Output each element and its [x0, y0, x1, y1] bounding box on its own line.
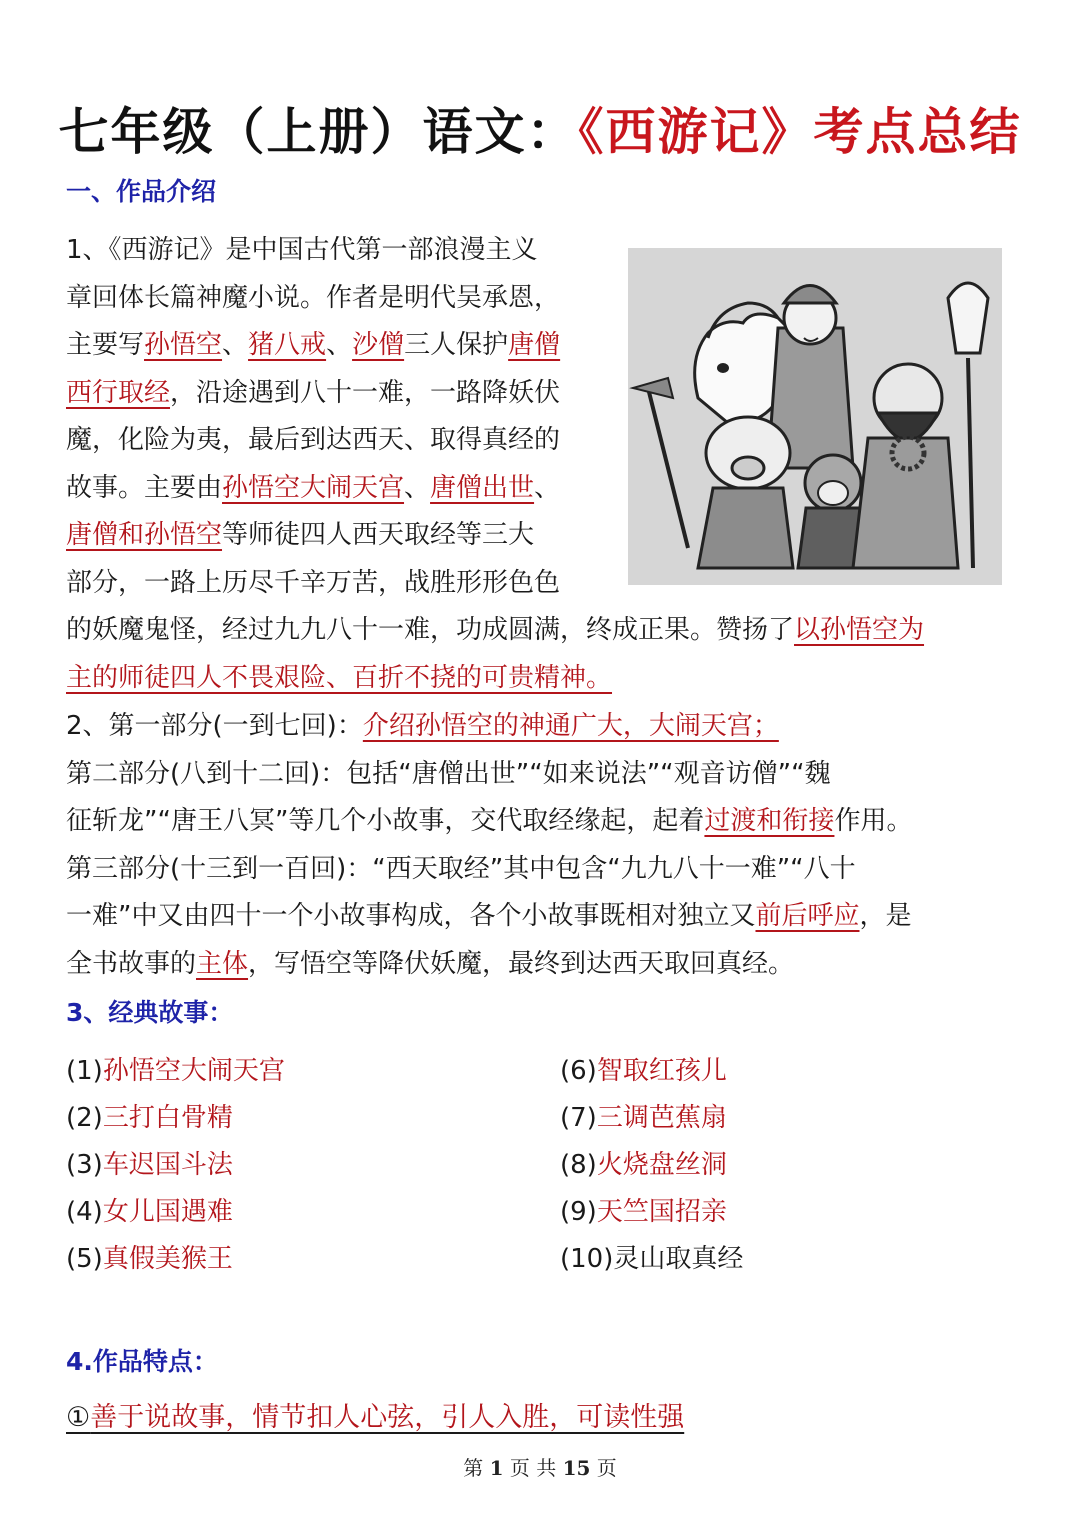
text: 作用。 [834, 806, 913, 836]
title-book: 《西游记》考点总结 [578, 102, 1022, 161]
highlight-main-body: 主体 [196, 948, 249, 979]
story-number: (5) [66, 1244, 103, 1274]
intro-line [66, 607, 1026, 655]
feature-item [66, 1395, 684, 1434]
page-number: 1 [489, 1456, 504, 1480]
highlight-xixing: 西行取经 [66, 377, 171, 408]
text: 、 [404, 472, 431, 503]
highlight-part-b: 唐僧出世 [430, 472, 535, 503]
text: 2、第一部分(一到七回)： [66, 711, 363, 741]
stories-right-column [560, 1048, 743, 1283]
structure-line: 第三部分(十三到一百回)：“西天取经”其中包含“九九八十一难”“八十 [66, 853, 856, 884]
page-total: 15 [562, 1456, 591, 1480]
footer-mid: 页 共 [509, 1456, 557, 1480]
structure-paragraph [66, 703, 1046, 988]
story-item [560, 1236, 743, 1283]
story-name: 天竺国招亲 [596, 1197, 727, 1227]
characters-illustration-icon [628, 248, 1002, 585]
structure-line [66, 703, 1046, 751]
structure-line [66, 941, 1046, 989]
text: 一难”中又由四十一个小故事构成，各个小故事既相对独立又 [66, 901, 756, 931]
story-name: 真假美猴王 [102, 1244, 233, 1274]
story-number: (6) [560, 1056, 597, 1086]
story-number: (4) [66, 1197, 103, 1227]
text: 征斩龙”“唐王八冥”等几个小故事，交代取经缘起，起着 [66, 806, 705, 836]
feature-text: 善于说故事，情节扣人心弦，引人入胜，可读性强 [90, 1402, 685, 1433]
highlight-praise: 主的师徒四人不畏艰险、百折不挠的可贵精神。 [66, 662, 613, 693]
highlight-sha-seng: 沙僧 [352, 330, 405, 360]
section3-heading: 3、经典故事： [66, 998, 234, 1027]
highlight-transition: 过渡和衔接 [704, 806, 835, 836]
text: 三人保护 [404, 330, 509, 360]
section4-heading: 4.作品特点： [66, 1347, 218, 1376]
story-number: (8) [560, 1150, 597, 1180]
story-item [560, 1048, 743, 1095]
title-main: 七年级（上册）语文： [58, 102, 579, 161]
story-name: 车迟国斗法 [102, 1150, 233, 1180]
text: 等师徒四人西天取经等三大 [222, 520, 535, 550]
story-item [560, 1142, 743, 1189]
feature-marker: ① [66, 1402, 91, 1433]
structure-line [66, 798, 1046, 846]
highlight-zhu-bajie: 猪八戒 [248, 330, 327, 360]
story-number: (1) [66, 1056, 103, 1086]
stories-left-column [66, 1048, 285, 1283]
text: 、 [222, 330, 249, 360]
text: 全书故事的 [66, 948, 197, 979]
story-number: (7) [560, 1103, 597, 1133]
journey-west-illustration [628, 248, 1002, 585]
page-footer [0, 1452, 1080, 1481]
highlight-sun-wukong: 孙悟空 [144, 330, 223, 360]
text: 、 [534, 472, 561, 503]
story-number: (9) [560, 1197, 597, 1227]
text: ，沿途遇到八十一难，一路降妖伏 [170, 377, 561, 408]
story-item [66, 1095, 285, 1142]
story-item [66, 1189, 285, 1236]
story-item [66, 1142, 285, 1189]
highlight-tang-seng: 唐僧 [508, 330, 561, 360]
story-item [66, 1048, 285, 1095]
intro-line: 魔，化险为夷，最后到达西天、取得真经的 [66, 425, 561, 455]
story-name: 火烧盘丝洞 [596, 1150, 727, 1180]
text: ，写悟空等降伏妖魔，最终到达西天取回真经。 [248, 948, 795, 979]
text: ，是 [859, 901, 912, 931]
section1-heading: 一、作品介绍 [66, 177, 217, 206]
story-number: (3) [66, 1150, 103, 1180]
highlight-praise: 以孙悟空为 [794, 615, 925, 645]
structure-line [66, 893, 1046, 941]
text: 主要写 [66, 330, 145, 360]
story-item [560, 1189, 743, 1236]
highlight-part-a: 孙悟空大闹天宫 [222, 472, 405, 503]
intro-line [66, 655, 1026, 703]
story-item [66, 1236, 285, 1283]
footer-pre: 第 [463, 1456, 484, 1480]
story-name: 智取红孩儿 [596, 1056, 727, 1086]
story-number: (2) [66, 1103, 103, 1133]
text: 故事。主要由 [66, 472, 223, 503]
intro-line: 部分，一路上历尽千辛万苦，战胜形形色色 [66, 567, 561, 598]
story-number: (10) [560, 1244, 614, 1274]
text: 、 [326, 330, 353, 360]
highlight-part1: 介绍孙悟空的神通广大，大闹天宫； [362, 711, 779, 741]
structure-line: 第二部分(八到十二回)：包括“唐僧出世”“如来说法”“观音访僧”“魏 [66, 758, 831, 789]
highlight-part-c: 唐僧和孙悟空 [66, 520, 223, 550]
story-name: 灵山取真经 [613, 1244, 744, 1274]
story-name: 孙悟空大闹天宫 [102, 1056, 285, 1086]
footer-post: 页 [596, 1456, 617, 1480]
highlight-echo: 前后呼应 [755, 901, 860, 931]
story-name: 三调芭蕉扇 [596, 1103, 727, 1133]
intro-line: 1、《西游记》是中国古代第一部浪漫主义 [66, 235, 538, 265]
story-name: 女儿国遇难 [102, 1197, 233, 1227]
story-name: 三打白骨精 [102, 1103, 233, 1133]
story-item [560, 1095, 743, 1142]
intro-line: 章回体长篇神魔小说。作者是明代吴承恩， [66, 282, 561, 313]
text: 的妖魔鬼怪，经过九九八十一难，功成圆满，终成正果。赞扬了 [66, 615, 795, 645]
page-title [0, 92, 1080, 164]
